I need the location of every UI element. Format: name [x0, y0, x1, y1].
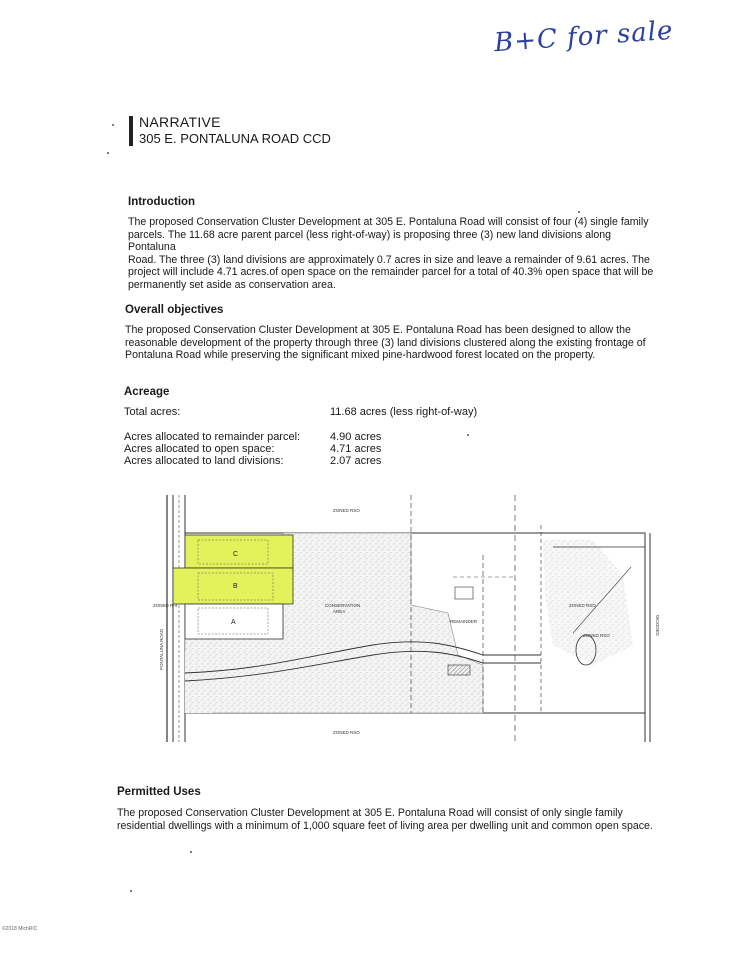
- zoning-label: ZONED R-4: [153, 603, 178, 608]
- open-space-acres-label: Acres allocated to open space:: [124, 443, 275, 455]
- remainder-acres-value: 4.90 acres: [330, 431, 382, 443]
- permitted-uses-heading: Permitted Uses: [117, 786, 201, 798]
- acreage-heading: Acreage: [124, 386, 170, 398]
- open-space-acres-value: 4.71 acres: [330, 443, 382, 455]
- introduction-line: parcels. The 11.68 acre parent parcel (less right-of-way) is proposing three (3) new land divisions along Pontaluna: [128, 228, 612, 254]
- handwritten-note: B+C for sale: [493, 15, 675, 59]
- scan-speck: [467, 434, 469, 436]
- page-title: NARRATIVE: [139, 114, 221, 130]
- permitted-uses-section: [117, 786, 677, 832]
- introduction-line: permanently set aside as conservation area.: [128, 278, 336, 291]
- scan-speck: [107, 152, 109, 154]
- objectives-section: [125, 304, 655, 362]
- permitted-uses-line: The proposed Conservation Cluster Development at 305 E. Pontaluna Road will consist of only single family: [117, 807, 623, 819]
- land-divisions-acres-value: 2.07 acres: [330, 455, 382, 467]
- remainder-acres-label: Acres allocated to remainder parcel:: [124, 431, 301, 443]
- zoning-label: ZONED RSO: [583, 633, 610, 638]
- parcel-c-highlight: [185, 535, 293, 568]
- total-acres-label: Total acres:: [124, 406, 181, 418]
- parcel-b-label: B: [233, 583, 238, 590]
- site-plan-drawing: [153, 495, 661, 742]
- copyright-mark: ©2018 MichRIC: [2, 926, 38, 932]
- zoning-label: ZONED RSO: [333, 730, 360, 735]
- scan-speck: [112, 124, 114, 126]
- parcel-c-label: C: [233, 551, 239, 558]
- zoning-label: ZONED RSO: [569, 603, 596, 608]
- objectives-heading: Overall objectives: [125, 304, 224, 316]
- objectives-line: Pontaluna Road while preserving the significant mixed pine-hardwood forest located on the property.: [125, 349, 596, 362]
- total-acres-value: 11.68 acres (less right-of-way): [330, 406, 478, 418]
- site-plan-map: [153, 495, 661, 742]
- zoning-label: ZONED RSO: [333, 508, 360, 513]
- scan-speck: [130, 890, 132, 892]
- introduction-section: [128, 196, 658, 292]
- structure-footprint: [448, 665, 470, 675]
- remainder-label: REMAINDER: [450, 619, 478, 624]
- objectives-line: reasonable development of the property through three (3) land divisions clustered along the existing frontage of: [125, 336, 646, 349]
- objectives-line: The proposed Conservation Cluster Development at 305 E. Pontaluna Road has been designed to allow the: [125, 324, 631, 336]
- page-subtitle: 305 E. PONTALUNA ROAD CCD: [139, 131, 331, 146]
- introduction-line: The proposed Conservation Cluster Development at 305 E. Pontaluna Road will consist of four (4) single family: [128, 216, 649, 228]
- conservation-area-label: AREA: [333, 609, 346, 614]
- land-divisions-acres-label: Acres allocated to land divisions:: [124, 455, 284, 467]
- road-name-label: PONTALUNA ROAD: [159, 628, 164, 670]
- permitted-uses-line: residential dwellings with a minimum of 1,000 square feet of living area per dwelling unit and common open space.: [117, 819, 653, 832]
- header-bar: [129, 116, 133, 146]
- wooded-label: WOODED: [655, 615, 660, 636]
- introduction-line: project will include 4.71 acres.of open space on the remainder parcel for a total of 40.3% open space that will be: [128, 266, 654, 279]
- scan-speck: [190, 851, 192, 853]
- parcel-a-label: A: [231, 619, 236, 626]
- structure-footprint: [455, 587, 473, 599]
- introduction-heading: Introduction: [128, 196, 196, 208]
- conservation-area-label: CONSERVATION: [325, 603, 361, 608]
- introduction-line: Road. The three (3) land divisions are approximately 0.7 acres in size and leave a remainder of 9.61 acres. The: [128, 253, 650, 266]
